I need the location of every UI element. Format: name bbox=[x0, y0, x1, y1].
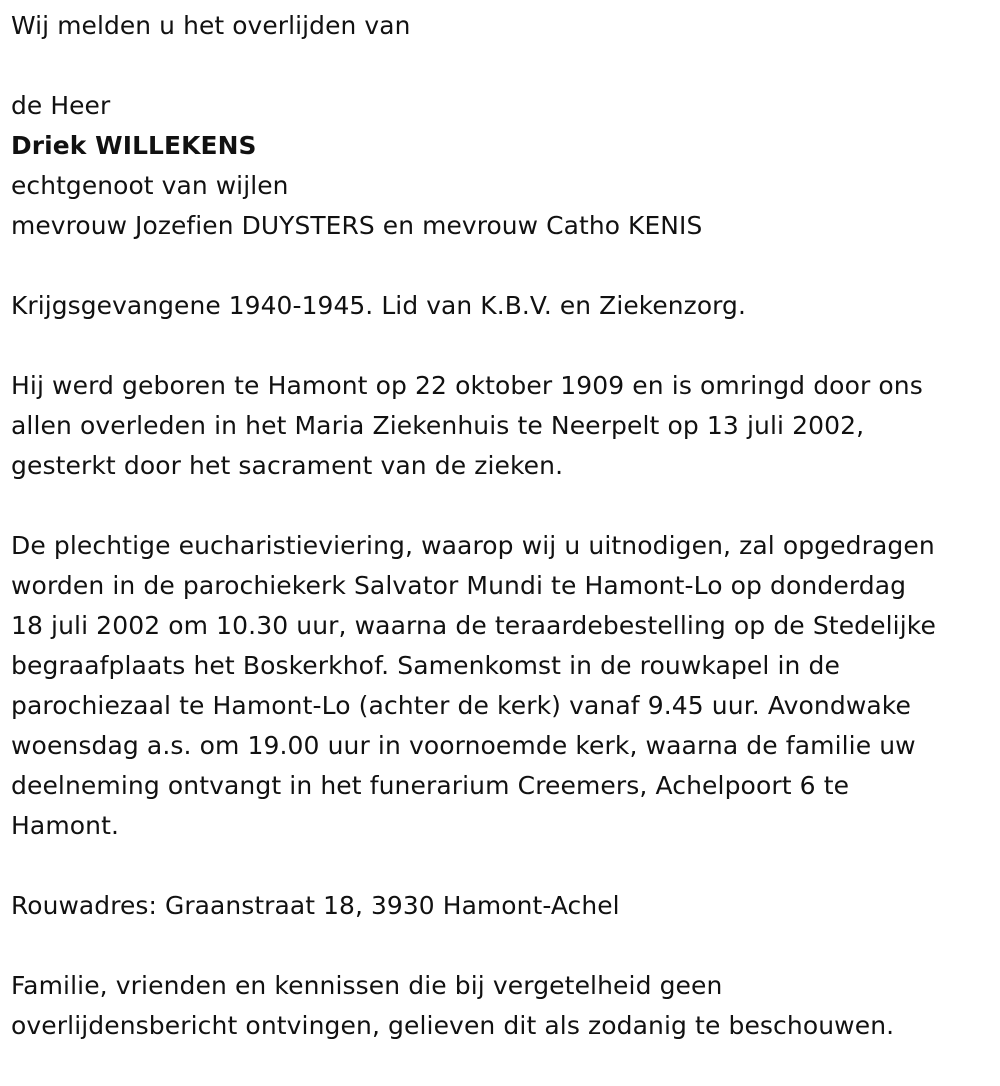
service-record: Krijgsgevangene 1940-1945. Lid van K.B.V. en Ziekenzorg. bbox=[11, 291, 746, 320]
spouse-intro: echtgenoot van wijlen bbox=[11, 171, 289, 200]
paragraph-line: overlijdensbericht ontvingen, gelieven dit als zodanig te beschouwen. bbox=[11, 1011, 895, 1040]
spouse-names: mevrouw Jozefien DUYSTERS en mevrouw Catho KENIS bbox=[11, 211, 703, 240]
paragraph-line: deelneming ontvangt in het funerarium Creemers, Achelpoort 6 te bbox=[11, 771, 850, 800]
ceremony-paragraph bbox=[11, 526, 996, 846]
spacer bbox=[11, 926, 1000, 966]
paragraph-line: worden in de parochiekerk Salvator Mundi te Hamont-Lo op donderdag bbox=[11, 571, 907, 600]
paragraph-line: allen overleden in het Maria Ziekenhuis te Neerpelt op 13 juli 2002, bbox=[11, 411, 865, 440]
birth-death-paragraph bbox=[11, 366, 996, 486]
spacer bbox=[11, 46, 1000, 86]
mourning-address: Rouwadres: Graanstraat 18, 3930 Hamont-Achel bbox=[11, 891, 620, 920]
paragraph-line: Familie, vrienden en kennissen die bij vergetelheid geen bbox=[11, 971, 723, 1000]
paragraph-line: 18 juli 2002 om 10.30 uur, waarna de teraardebestelling op de Stedelijke bbox=[11, 611, 936, 640]
paragraph-line: begraafplaats het Boskerkhof. Samenkomst in de rouwkapel in de bbox=[11, 651, 840, 680]
deceased-title: de Heer bbox=[11, 91, 111, 120]
paragraph-line: De plechtige eucharistieviering, waarop wij u uitnodigen, zal opgedragen bbox=[11, 531, 935, 560]
intro-text: Wij melden u het overlijden van bbox=[11, 11, 411, 40]
closing-paragraph bbox=[11, 966, 996, 1046]
deceased-name: Driek WILLEKENS bbox=[11, 131, 257, 160]
spacer bbox=[11, 246, 1000, 286]
paragraph-line: Hij werd geboren te Hamont op 22 oktober 1909 en is omringd door ons bbox=[11, 371, 923, 400]
paragraph-line: Hamont. bbox=[11, 811, 120, 840]
spacer bbox=[11, 486, 1000, 526]
paragraph-line: woensdag a.s. om 19.00 uur in voornoemde kerk, waarna de familie uw bbox=[11, 731, 916, 760]
spacer bbox=[11, 846, 1000, 886]
paragraph-line: parochiezaal te Hamont-Lo (achter de kerk) vanaf 9.45 uur. Avondwake bbox=[11, 691, 911, 720]
paragraph-line: gesterkt door het sacrament van de zieken. bbox=[11, 451, 564, 480]
spacer bbox=[11, 326, 1000, 366]
